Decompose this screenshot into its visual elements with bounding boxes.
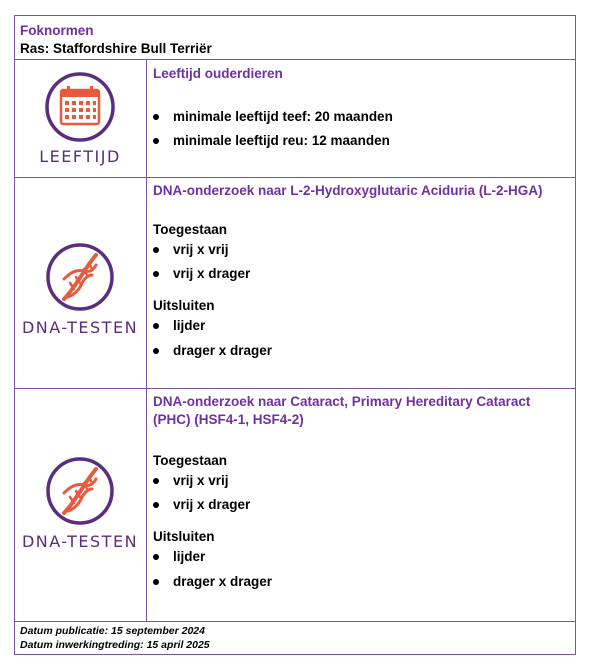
logo-label: LEEFTIJD: [39, 147, 121, 166]
section-title-line1: DNA-onderzoek naar Cataract, Primary Hereditary Cataract: [153, 394, 531, 409]
dna-icon: [20, 453, 140, 533]
row-divider: [14, 621, 576, 622]
table-border-top: [14, 15, 576, 16]
dna-logo: [20, 453, 140, 553]
row-divider: [14, 388, 576, 389]
row-divider: [14, 177, 576, 178]
excluded-heading: Uitsluiten: [153, 529, 215, 544]
publication-date: Datum publicatie: 15 september 2024: [20, 625, 205, 637]
effective-date: Datum inwerkingtreding: 15 april 2025: [20, 639, 210, 651]
phc-section: DNA-onderzoek naar Cataract, Primary Hereditary Cataract (PHC) (HSF4-1, HSF4-2) Toegestaan vrij x vrij vrij x drager Uitsluiten lijder drager x drager: [153, 393, 571, 618]
l2hga-section: DNA-onderzoek naar L-2-Hydroxyglutaric Aciduria (L-2-HGA) Toegestaan vrij x vrij vrij x drager Uitsluiten lijder drager x drager: [153, 182, 568, 382]
logo-label: DNA-TESTEN: [21, 318, 139, 337]
age-section: Leeftijd ouderdieren minimale leeftijd teef: 20 maanden minimale leeftijd reu: 12 maanden: [153, 65, 568, 175]
table-border-right: [575, 15, 576, 655]
dna-icon: [20, 239, 140, 319]
table-border-left: [14, 15, 15, 655]
section-title-line2: (PHC) (HSF4-1, HSF4-2): [153, 412, 304, 427]
calendar-icon: [20, 67, 140, 147]
breeding-norms-table: [14, 15, 576, 655]
table-border-bottom: [14, 654, 576, 655]
dna-logo: [20, 239, 140, 339]
footer-cell: [20, 624, 210, 652]
column-divider: [146, 59, 147, 621]
age-logo: [20, 67, 140, 171]
logo-label: DNA-TESTEN: [21, 532, 139, 551]
excluded-heading: Uitsluiten: [153, 298, 215, 313]
page-title: Foknormen: [20, 23, 94, 38]
header-cell: [20, 22, 212, 58]
allowed-heading: Toegestaan: [153, 453, 228, 468]
breed-label: Ras: Staffordshire Bull Terriër: [20, 41, 212, 56]
section-title: Leeftijd ouderdieren: [153, 66, 283, 81]
section-title: DNA-onderzoek naar L-2-Hydroxyglutaric Aciduria (L-2-HGA): [153, 183, 543, 198]
row-divider: [14, 59, 576, 60]
allowed-heading: Toegestaan: [153, 222, 228, 237]
